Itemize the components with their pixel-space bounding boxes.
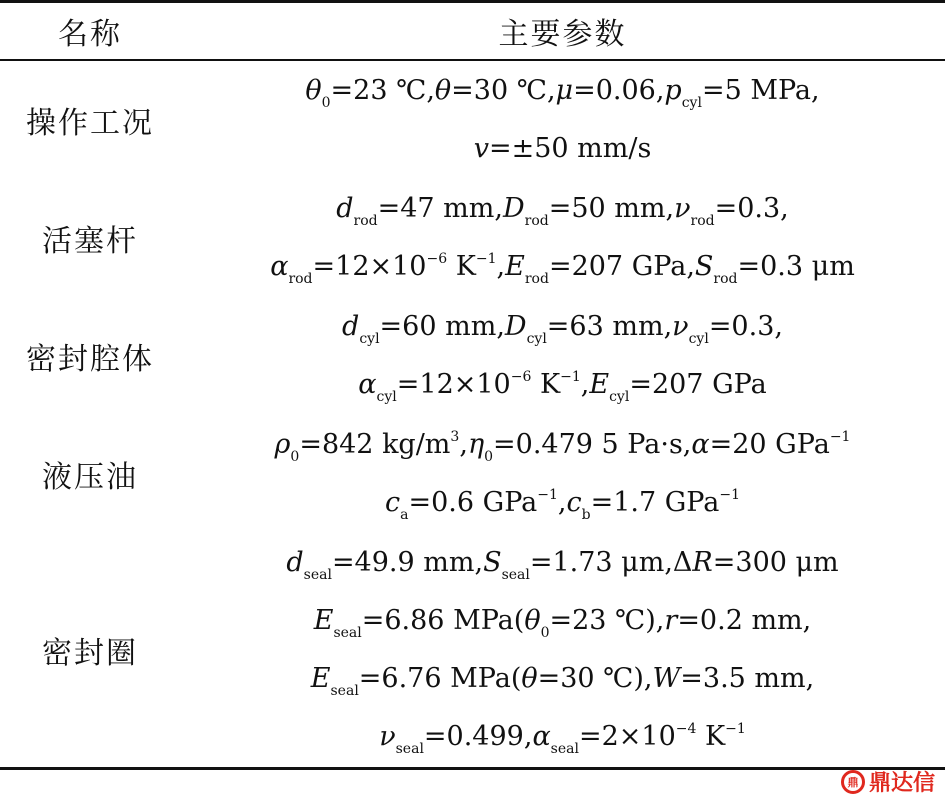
param-line: $\alpha_{rod}=12\times 10^{-6}$ $K^{-1},E_{rod}=207$ $GPa,S_{rod}=0.3$ μm	[270, 250, 855, 287]
table-row	[0, 179, 945, 297]
watermark-logo	[841, 766, 935, 797]
row-name: 密封圈	[0, 533, 180, 769]
watermark-text: 鼎达信	[868, 771, 935, 796]
param-line: $d_{cyl}=60$ $mm,D_{cyl}=63$ $mm,\nu_{cyl}=0.3$,	[342, 310, 783, 347]
table-row	[0, 415, 945, 533]
table-row	[0, 60, 945, 179]
header-name: 名称	[0, 2, 180, 60]
row-params	[180, 415, 945, 533]
param-line: $c_a=0.6$ $GPa^{-1},c_b=1.7$ GPa$^{-1}$	[385, 486, 740, 523]
row-params	[180, 533, 945, 769]
param-line: $\nu_{seal}=0.499,\alpha_{seal}=2\times 10^{-4}$ $K^{-1}$	[379, 720, 746, 757]
row-params	[180, 297, 945, 415]
param-line: $\alpha_{cyl}=12\times 10^{-6}$ $K^{-1},E_{cyl}=207$ GPa	[358, 368, 767, 405]
row-name: 密封腔体	[26, 341, 154, 377]
param-line: $E_{seal}=6.76$ MPa(θ=30 ℃),W=3.5 mm,	[310, 662, 815, 699]
param-line: $\rho_0=842$ $kg/m^3,\eta_0=0.479$ 5 Pa·s,α=20 GPa$^{-1}$	[274, 428, 851, 465]
row-params	[180, 60, 945, 179]
header-parameters: 主要参数	[180, 2, 945, 60]
table-row	[0, 297, 945, 415]
param-line: $d_{rod}=47$ $mm,D_{rod}=50$ $mm,\nu_{rod}=0.3$,	[336, 192, 789, 229]
watermark-icon: 鼎	[841, 770, 865, 794]
row-params	[180, 179, 945, 297]
param-line: $E_{seal}=6.86$ $MPa(\theta_0=23$ ℃),r=0.2 mm,	[313, 604, 812, 641]
row-name: 液压油	[42, 459, 138, 495]
param-line: $d_{seal}=49.9$ $mm,S_{seal}=1.73$ μm,ΔR=300 μm	[286, 546, 839, 583]
row-name: 操作工况	[26, 105, 154, 141]
param-line: v=±50 mm/s	[473, 132, 652, 164]
row-name: 活塞杆	[42, 223, 138, 259]
header-row	[0, 2, 945, 60]
param-line: $\theta_0=23$ ℃,θ=30 $℃,\mu=0.06,p_{cyl}=5$ MPa,	[305, 74, 820, 111]
table-row	[0, 533, 945, 769]
